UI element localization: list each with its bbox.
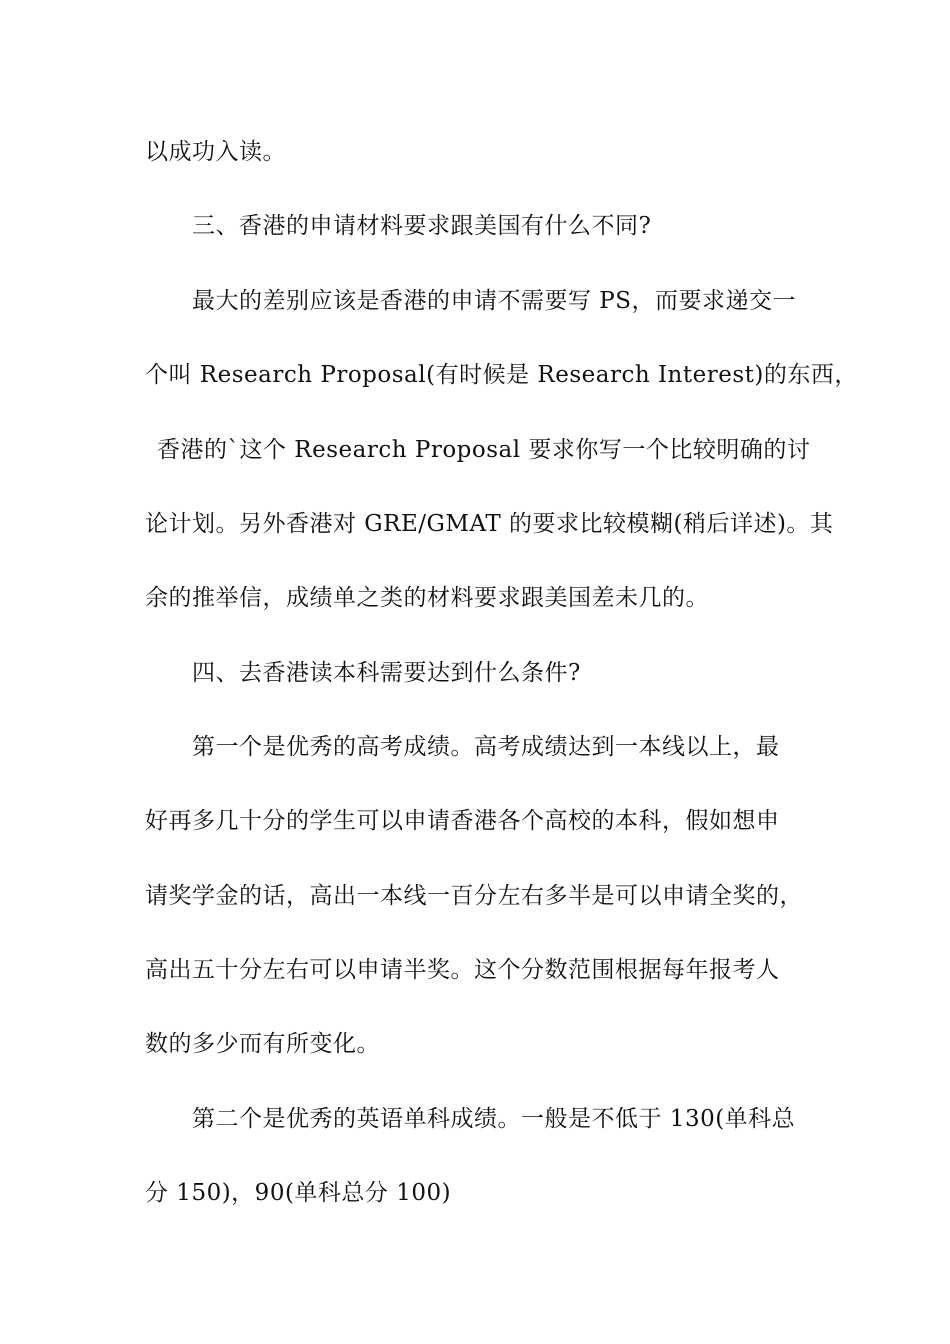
paragraph-line-4: 个叫 Research Proposal(有时候是 Research Interest)的东西， bbox=[145, 362, 858, 388]
paragraph-line-6: 论计划。另外香港对 GRE/GMAT 的要求比较模糊(稍后详述)。其 bbox=[145, 511, 834, 537]
paragraph-line-13: 数的多少而有所变化。 bbox=[145, 1031, 380, 1057]
paragraph-line-12: 高出五十分左右可以申请半奖。这个分数范围根据每年报考人 bbox=[145, 957, 780, 983]
paragraph-line-1: 以成功入读。 bbox=[145, 139, 286, 165]
paragraph-line-7: 余的推举信，成绩单之类的材料要求跟美国差未几的。 bbox=[145, 585, 709, 611]
paragraph-line-11: 请奖学金的话，高出一本线一百分左右多半是可以申请全奖的， bbox=[145, 883, 803, 909]
section-heading-3: 三、香港的申请材料要求跟美国有什么不同? bbox=[192, 213, 652, 239]
paragraph-line-3: 最大的差别应该是香港的申请不需要写 PS，而要求递交一 bbox=[192, 288, 797, 314]
paragraph-line-14: 第二个是优秀的英语单科成绩。一般是不低于 130(单科总 bbox=[192, 1106, 796, 1132]
section-heading-4: 四、去香港读本科需要达到什么条件? bbox=[192, 660, 581, 686]
paragraph-line-5: 香港的`这个 Research Proposal 要求你写一个比较明确的讨 bbox=[157, 437, 811, 463]
paragraph-line-10: 好再多几十分的学生可以申请香港各个高校的本科，假如想申 bbox=[145, 808, 780, 834]
paragraph-line-9: 第一个是优秀的高考成绩。高考成绩达到一本线以上，最 bbox=[192, 734, 780, 760]
paragraph-line-15: 分 150)，90(单科总分 100) bbox=[145, 1180, 452, 1206]
